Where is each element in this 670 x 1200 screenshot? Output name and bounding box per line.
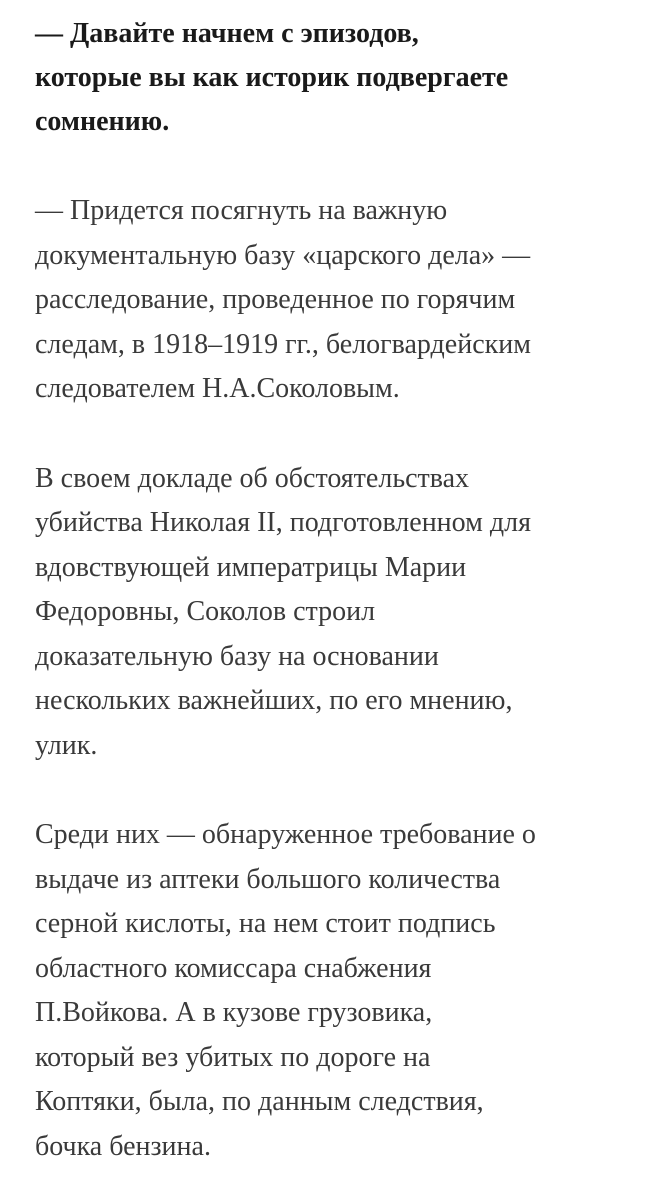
article-body <box>35 12 650 1169</box>
interview-question <box>35 12 650 144</box>
question-line: — Давайте начнем с эпизодов, <box>35 18 419 49</box>
paragraph-line: Коптяки, была, по данным следствия, <box>35 1086 484 1117</box>
answer-paragraph-1 <box>35 189 650 412</box>
paragraph-line: который вез убитых по дороге на <box>35 1041 431 1073</box>
paragraph-line: нескольких важнейших, по его мнению, <box>35 685 513 716</box>
paragraph-line: Среди них — обнаруженное требование о <box>35 819 536 850</box>
paragraph-line: выдаче из аптеки большого количества <box>35 863 501 895</box>
paragraph-line: следователем Н.А.Соколовым. <box>35 373 400 404</box>
paragraph-line: В своем докладе об обстоятельствах <box>35 462 470 494</box>
paragraph-line: П.Войкова. А в кузове грузовика, <box>35 997 433 1028</box>
paragraph-line: Федоровны, Соколов строил <box>35 596 376 627</box>
paragraph-line: бочка бензина. <box>35 1130 211 1162</box>
paragraph-line: вдовствующей императрицы Марии <box>35 551 467 583</box>
paragraph-line: доказательную базу на основании <box>35 640 439 672</box>
paragraph-line: следам, в 1918–1919 гг., белогвардейским <box>35 328 531 360</box>
question-line: которые вы как историк подвергаете <box>35 62 509 93</box>
paragraph-line: улик. <box>35 729 98 761</box>
paragraph-line: серной кислоты, на нем стоит подпись <box>35 908 496 939</box>
answer-paragraph-2 <box>35 457 650 769</box>
answer-paragraph-3 <box>35 813 650 1169</box>
paragraph-line: убийства Николая II, подготовленном для <box>35 507 531 538</box>
paragraph-line: документальную базу «царского дела» — <box>35 239 531 271</box>
paragraph-line: областного комиссара снабжения <box>35 952 432 984</box>
paragraph-line: — Придется посягнуть на важную <box>35 195 448 226</box>
question-line: сомнению. <box>35 106 170 137</box>
paragraph-line: расследование, проведенное по горячим <box>35 284 516 315</box>
